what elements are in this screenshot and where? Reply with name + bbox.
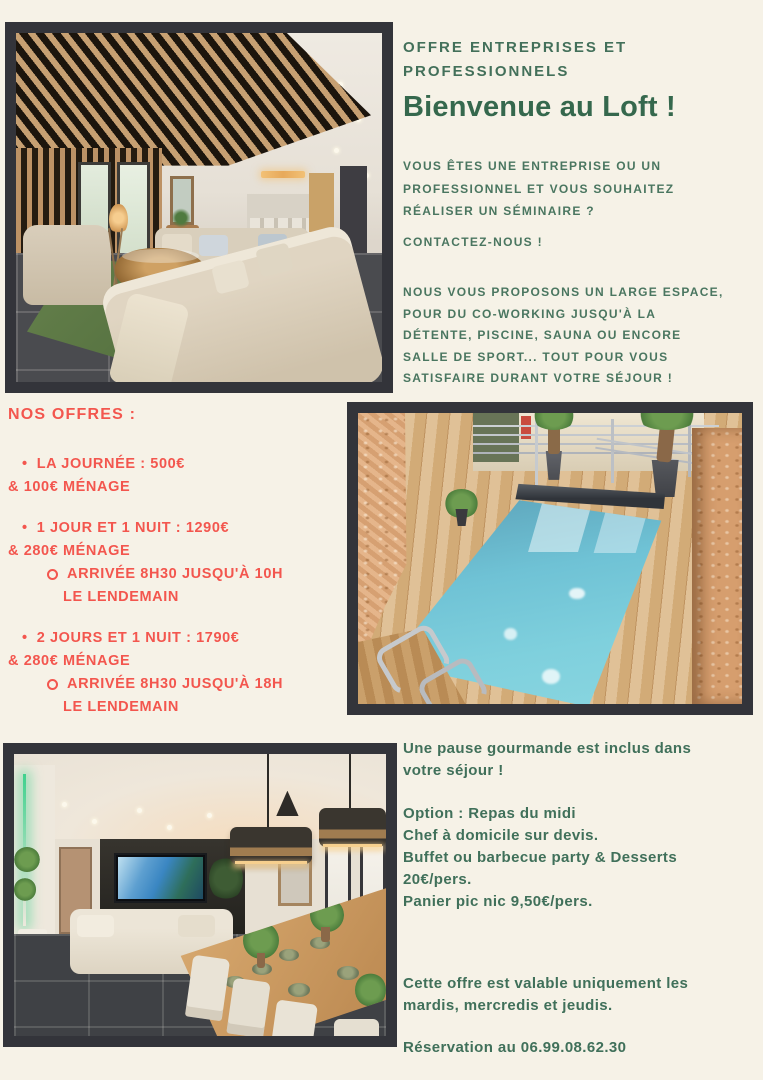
drum-pendant <box>319 808 386 847</box>
tv-frame <box>114 853 207 904</box>
reservation-phone: Réservation au 06.99.08.62.30 <box>403 1039 627 1056</box>
chair <box>271 1000 318 1036</box>
tv-screen <box>118 857 203 900</box>
wall-plant <box>14 878 36 901</box>
pool-photo <box>347 402 753 715</box>
light-spot <box>542 669 559 684</box>
contact-cta: CONTACTEZ-NOUS ! <box>403 234 543 249</box>
armchair <box>23 225 111 305</box>
bullet-icon: • <box>22 456 28 472</box>
offer-extra-text: & 100€ MÉNAGE <box>8 479 131 495</box>
question-paragraph <box>403 155 755 223</box>
page-title: Bienvenue au Loft ! <box>403 91 676 123</box>
offers-block <box>8 403 340 719</box>
small-plant-pot <box>454 509 469 526</box>
cushion <box>178 915 215 938</box>
validity-paragraph <box>403 973 759 1017</box>
chair <box>226 977 271 1036</box>
living-room-scene <box>16 33 382 382</box>
option-line: Buffet ou barbecue party & Desserts <box>403 849 678 866</box>
downlight <box>167 825 172 830</box>
offer-sub-text: ARRIVÉE 8H30 JUSQU'À 10H <box>67 566 284 582</box>
gourmande-line: votre séjour ! <box>403 762 504 779</box>
pendant-glow <box>235 861 307 864</box>
red-extinguisher <box>521 416 531 439</box>
option-line: Chef à domicile sur devis. <box>403 827 599 844</box>
light-spot <box>504 628 517 640</box>
pendant-cord <box>267 754 269 830</box>
pendant-cord <box>349 754 351 813</box>
question-line: RÉALISER UN SÉMINAIRE ? <box>403 204 595 218</box>
railing-post <box>688 419 691 477</box>
kicker-line-1: OFFRE ENTREPRISES ET <box>403 39 628 56</box>
pool-scene <box>358 413 742 704</box>
option-line: Option : Repas du midi <box>403 805 576 822</box>
plate <box>337 966 359 980</box>
offer-sub-text: ARRIVÉE 8H30 JUSQU'À 18H <box>67 676 284 692</box>
pitch-line: DÉTENTE, PISCINE, SAUNA OU ENCORE <box>403 328 682 342</box>
offer-item-day <box>8 453 340 499</box>
offers-heading: NOS OFFRES : <box>8 406 137 423</box>
option-line: 20€/pers. <box>403 871 472 888</box>
plant-pot <box>257 953 266 968</box>
intro-block <box>403 36 755 390</box>
plant-pot <box>650 460 681 498</box>
pitch-line: POUR DU CO-WORKING JUSQU'À LA <box>403 306 657 321</box>
pitch-line: SALLE DE SPORT... TOUT POUR VOUS <box>403 349 669 364</box>
options-paragraph <box>403 803 759 913</box>
window-reflection <box>594 509 649 553</box>
railing-post <box>611 419 614 483</box>
validity-line: Cette offre est valable uniquement les <box>403 975 689 992</box>
plant <box>172 208 190 229</box>
downlight <box>137 808 142 813</box>
offer-extra-text: & 280€ MÉNAGE <box>8 653 131 669</box>
offer-main-text: 2 JOURS ET 1 NUIT : 1790€ <box>36 630 240 646</box>
offer-item-1day-1night <box>8 517 340 609</box>
chair <box>334 1019 379 1036</box>
wood-shelves <box>309 173 335 232</box>
bullet-icon: • <box>22 520 28 536</box>
pitch-paragraph <box>403 282 755 390</box>
cushion <box>77 915 114 938</box>
gourmande-line: Une pause gourmande est inclus dans <box>403 740 692 757</box>
bullet-icon: • <box>22 630 28 646</box>
sub-bullet-icon <box>47 569 58 580</box>
kicker-line-2: PROFESSIONNELS <box>403 63 570 80</box>
gourmande-block <box>403 738 759 1059</box>
drum-pendant <box>230 827 312 864</box>
living-room-photo <box>5 22 393 393</box>
sub-bullet-icon <box>47 679 58 690</box>
dining-room-photo <box>3 743 397 1047</box>
offer-main-text: 1 JOUR ET 1 NUIT : 1290€ <box>36 520 230 536</box>
downlight <box>92 819 97 824</box>
validity-line: mardis, mercredis et jeudis. <box>403 997 613 1014</box>
question-line: VOUS ÊTES UNE ENTREPRISE OU UN <box>403 159 662 173</box>
plant-pot <box>321 927 330 942</box>
floor-lamp <box>109 204 127 235</box>
railing-post <box>535 419 538 489</box>
green-wall <box>473 413 519 462</box>
offer-sub2-text: LE LENDEMAIN <box>63 699 179 715</box>
offer-sub2-text: LE LENDEMAIN <box>63 589 179 605</box>
pitch-line: NOUS VOUS PROPOSONS UN LARGE ESPACE, <box>403 285 724 299</box>
osb-wall-right <box>692 428 742 704</box>
option-line: Panier pic nic 9,50€/pers. <box>403 893 593 910</box>
plate <box>279 949 299 961</box>
kitchen-pendant-lights <box>261 171 305 178</box>
light-spot <box>569 588 584 600</box>
offer-extra-text: & 280€ MÉNAGE <box>8 543 131 559</box>
dining-scene <box>14 754 386 1036</box>
window-reflection <box>528 503 592 552</box>
offer-main-text: LA JOURNÉE : 500€ <box>36 456 185 472</box>
offer-item-2days-1night <box>8 627 340 719</box>
question-line: PROFESSIONNEL ET VOUS SOUHAITEZ <box>403 181 675 196</box>
cushion <box>199 235 228 256</box>
pendant-glow <box>323 844 382 847</box>
plate <box>288 983 310 997</box>
pitch-line: SATISFAIRE DURANT VOTRE SÉJOUR ! <box>403 371 674 385</box>
